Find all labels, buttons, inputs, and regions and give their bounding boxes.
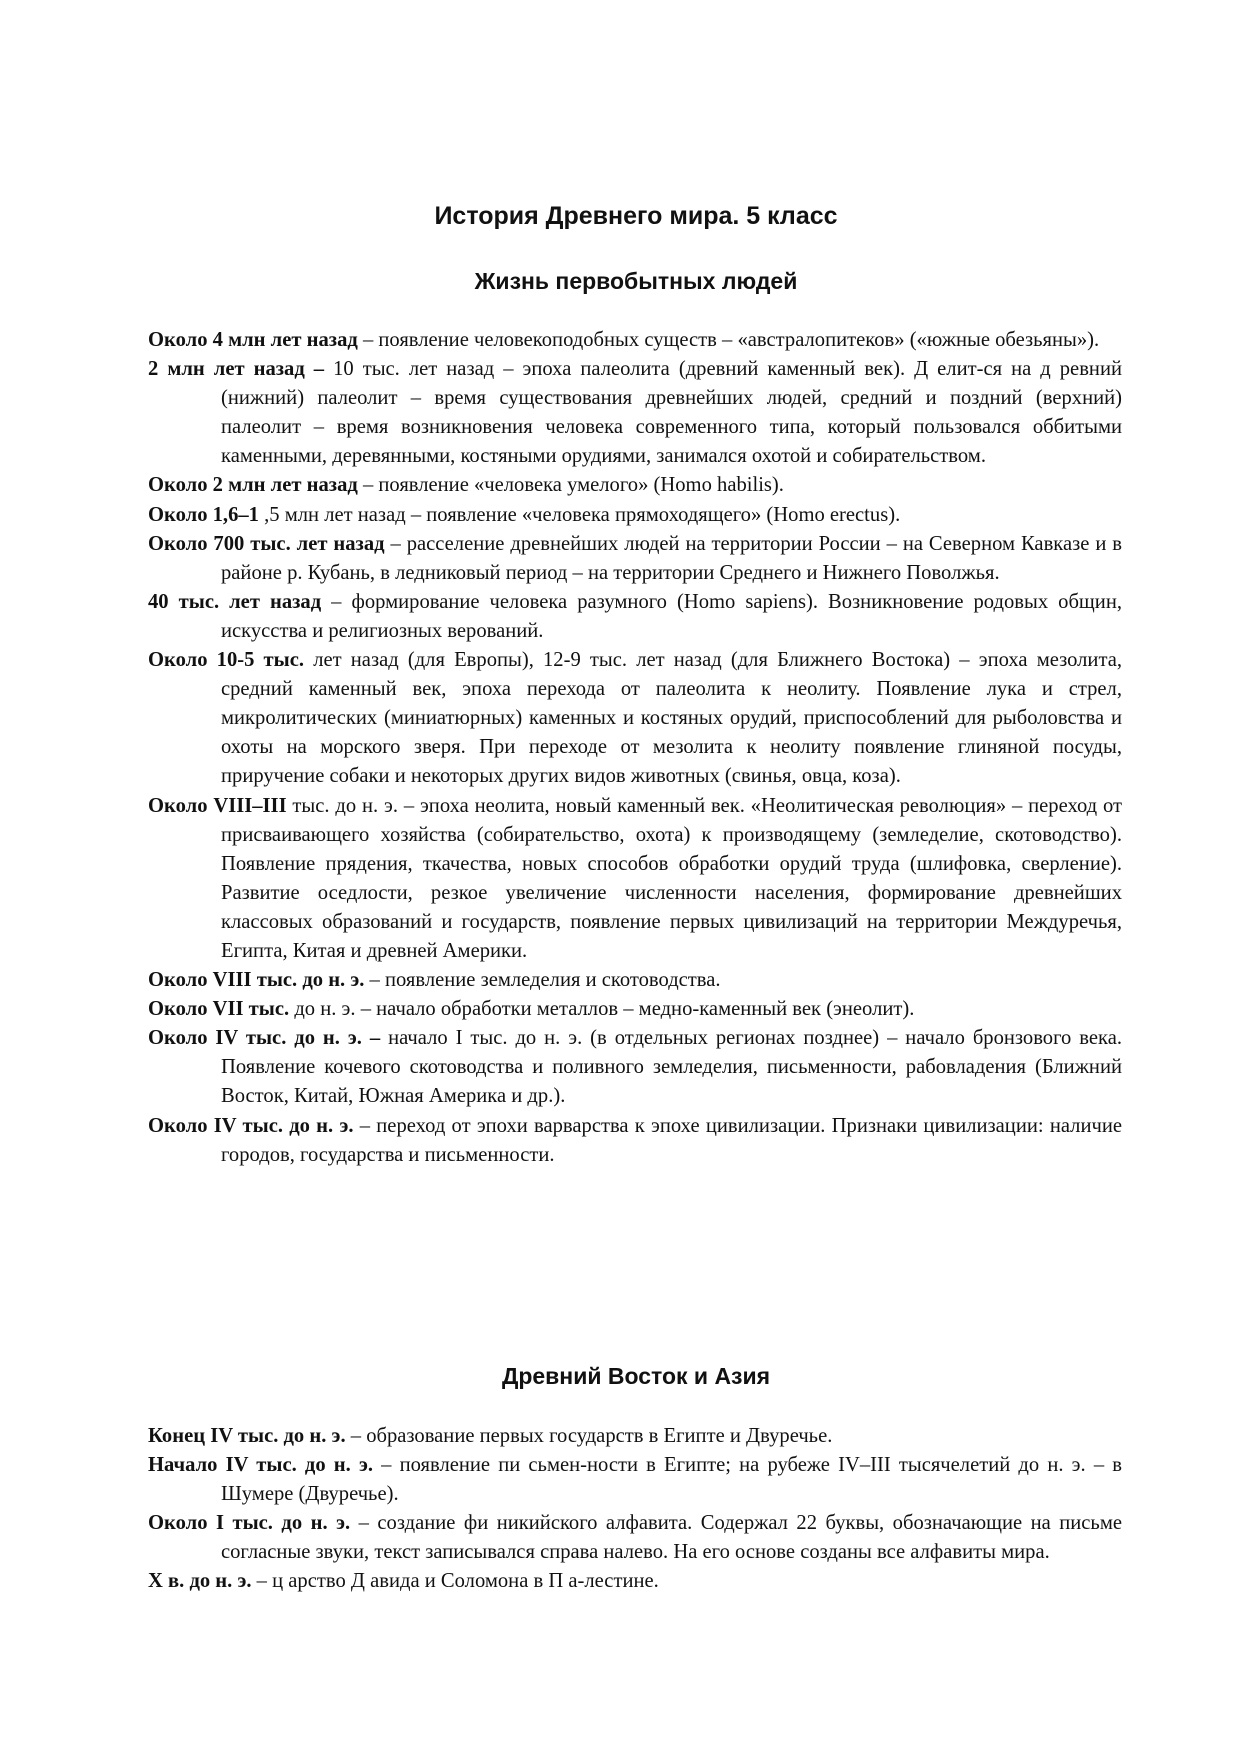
entry-text: – ц арство Д авида и Соломона в П а-лестине.: [251, 1570, 659, 1593]
entry-text: – создание фи никийского алфавита. Содержал 22 буквы, обозначающие на письме согласные звуки, текст записывался справа налево. На его основе созданы все алфавиты мира.: [221, 1512, 1122, 1564]
entry-text: – появление пи сьмен-ности в Египте; на рубеже IV–III тысячелетий до н. э. – в Шумере (Двуречье).: [221, 1454, 1122, 1506]
timeline-entry: [148, 1567, 1122, 1596]
entry-text: – формирование человека разумного (Homo sapiens). Возникновение родовых общин, искусства и религиозных верований.: [221, 590, 1122, 642]
entry-text: – появление человекоподобных существ – «австралопитеков» («южные обезьяны»).: [357, 329, 1100, 351]
timeline-entry: [148, 501, 1122, 530]
timeline-entry: [148, 588, 1122, 646]
entry-text: тыс. до н. э. – эпоха неолита, новый каменный век. «Неолитическая революция» – переход от присваивающего хозяйства (собирательство, охота) к производящему (земледелие, скотоводство). Появление прядения, ткачества, новых способов обработки орудий труда (шлифовка, сверление). Развитие оседлости, резкое увеличение численности населения, формирование древнейших классовых образований и государств, появление первых цивилизаций на территории Междуречья, Египта, Китая и древней Америки.: [221, 794, 1122, 962]
entry-date: Около 700 тыс. лет назад: [148, 532, 385, 555]
entry-text: – переход от эпохи варварства к эпохе цивилизации. Признаки цивилизации: наличие городов, государства и письменности.: [221, 1114, 1122, 1166]
timeline-entry: [148, 1422, 1122, 1451]
timeline-entry: [148, 326, 1122, 355]
timeline-entry: [148, 355, 1122, 471]
entry-date: Около IV тыс. до н. э. –: [148, 1027, 381, 1050]
entry-text: лет назад (для Европы), 12-9 тыс. лет назад (для Ближнего Востока) – эпоха мезолита, средний каменный век, эпоха перехода от палеолита к неолиту. Появление лука и стрел, микролитических (миниатюрных) каменных и костяных орудий, приспособлений для рыболовства и охоты на морского зверя. При переходе от мезолита к неолиту появление глиняной посуды, приручение собаки и некоторых других видов животных (свинья, овца, коза).: [221, 649, 1122, 788]
entry-text: 10 тыс. лет назад – эпоха палеолита (древний каменный век). Д елит-ся на д ревний (нижний) палеолит – время существования древнейших людей, средний и поздний (верхний) палеолит – время возникновения человека современного типа, который пользовался оббитыми каменными, деревянными, костяными орудиями, занимался охотой и собирательством.: [221, 358, 1122, 468]
entry-text: – расселение древнейших людей на территории России – на Северном Кавказе и в районе р. Кубань, в ледниковый период – на территории Среднего и Нижнего Поволжья.: [221, 532, 1122, 584]
page-title: История Древнего мира. 5 класс: [434, 202, 838, 230]
entry-date: Начало IV тыс. до н. э.: [148, 1454, 373, 1477]
section-heading-ancient-east: Древний Восток и Азия: [501, 1363, 771, 1389]
entry-date: 40 тыс. лет назад: [148, 590, 322, 613]
timeline-entry: [148, 1509, 1122, 1567]
timeline-entry: [148, 995, 1122, 1024]
entry-date: Около 10-5 тыс.: [148, 649, 305, 672]
entry-date: Около VIII тыс. до н. э.: [148, 969, 365, 992]
section-heading-primitive-people: Жизнь первобытных людей: [474, 268, 798, 294]
timeline-entry: [148, 792, 1122, 967]
entry-date: Около VIII–III: [148, 794, 287, 817]
entry-date: X в. до н. э.: [148, 1570, 252, 1593]
entry-date: Около 4 млн лет назад: [148, 329, 358, 351]
entry-text: – образование первых государств в Египте и Двуречье.: [345, 1425, 833, 1447]
entry-text: начало I тыс. до н. э. (в отдельных регионах позднее) – начало бронзового века. Появление кочевого скотоводства и поливного земледелия, письменности, рабовладения (Ближний Восток, Китай, Южная Америка и др.).: [221, 1027, 1122, 1108]
entry-text: – появление земледелия и скотоводства.: [364, 969, 721, 992]
entry-date: Конец IV тыс. до н. э.: [148, 1425, 346, 1447]
entry-date: Около IV тыс. до н. э.: [148, 1114, 354, 1137]
timeline-entry: [148, 1024, 1122, 1111]
entry-text: до н. э. – начало обработки металлов – медно-каменный век (энеолит).: [289, 998, 915, 1021]
entry-text: – появление «человека умелого» (Homo habilis).: [357, 474, 784, 497]
timeline-entry: [148, 646, 1122, 791]
timeline-list-ancient-east: [148, 1422, 1122, 1597]
entry-date: Около I тыс. до н. э.: [148, 1512, 351, 1535]
timeline-entry: [148, 471, 1122, 500]
entry-date: Около VII тыс.: [148, 998, 290, 1021]
timeline-entry: [148, 1451, 1122, 1509]
timeline-entry: [148, 966, 1122, 995]
timeline-entry: [148, 530, 1122, 588]
entry-date: 2 млн лет назад –: [148, 358, 325, 381]
entry-date: Около 2 млн лет назад: [148, 474, 358, 497]
timeline-entry: [148, 1112, 1122, 1170]
entry-text: ,5 млн лет назад – появление «человека прямоходящего» (Homo erectus).: [258, 503, 901, 526]
entry-date: Около 1,6–1: [148, 503, 259, 526]
timeline-list-primitive-people: [148, 326, 1122, 1170]
